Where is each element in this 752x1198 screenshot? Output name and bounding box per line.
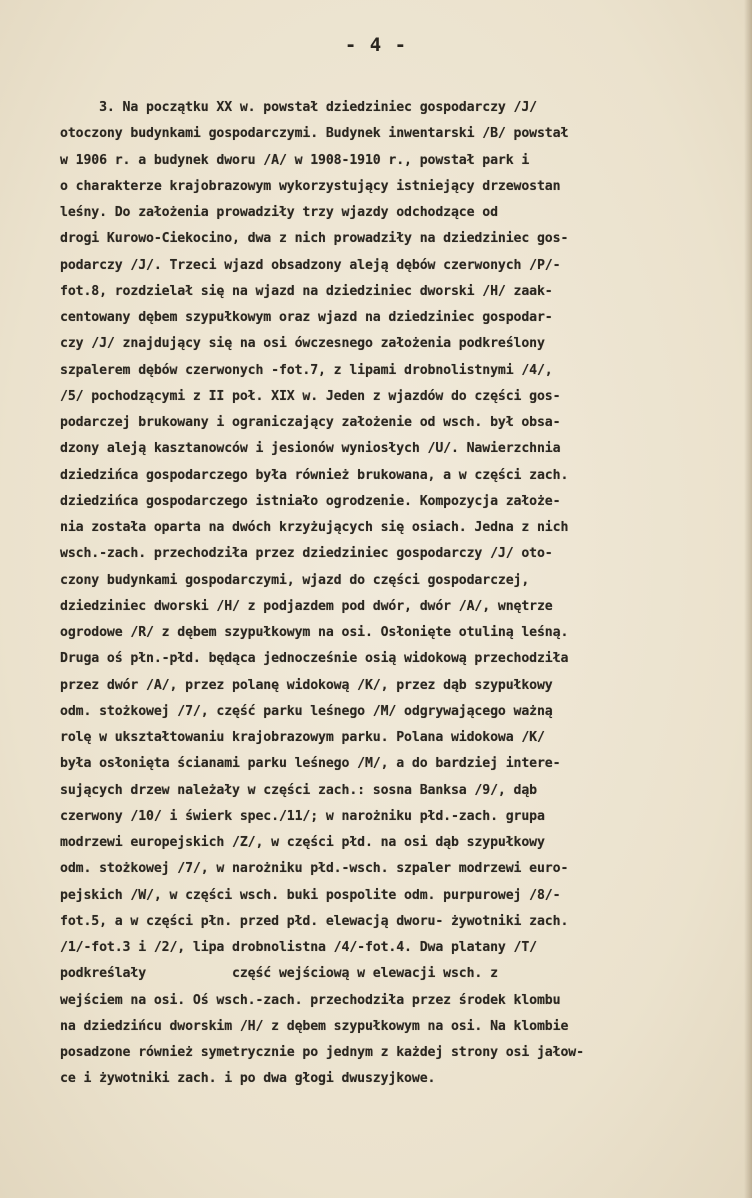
text-line: o charakterze krajobrazowym wykorzystujący istniejący drzewostan <box>60 178 561 194</box>
text-line: czony budynkami gospodarczymi, wjazd do części gospodarczej, <box>60 572 530 588</box>
text-line: była osłonięta ścianami parku leśnego /M/, a do bardziej intere- <box>60 756 561 772</box>
text-line: odm. stożkowej /7/, część parku leśnego /M/ odgrywającego ważną <box>60 703 553 719</box>
text-line: odm. stożkowej /7/, w narożniku płd.-wsch. szpaler modrzewi euro- <box>60 861 569 877</box>
text-line: posadzone również symetrycznie po jednym z każdej strony osi jałow- <box>60 1045 584 1060</box>
text-line: podarczej brukowany i ograniczający założenie od wsch. był obsa- <box>60 415 561 430</box>
text-line: wejściem na osi. Oś wsch.-zach. przechodziła przez środek klombu <box>60 992 561 1008</box>
text-line: modrzewi europejskich /Z/, w części płd. na osi dąb szypułkowy <box>60 835 545 850</box>
text-line: dziedzińca gospodarczego była również brukowana, a w części zach. <box>60 467 569 483</box>
text-line: dziedzińca gospodarczego istniało ogrodzenie. Kompozycja założe- <box>60 493 561 509</box>
text-line: Druga oś płn.-płd. będąca jednocześnie osią widokową przechodziła <box>60 651 569 667</box>
text-line: wsch.-zach. przechodziła przez dziedziniec gospodarczy /J/ oto- <box>60 546 553 562</box>
text-line: fot.5, a w części płn. przed płd. elewacją dworu- żywotniki zach. <box>60 913 569 929</box>
page-number: - 4 - <box>344 34 408 56</box>
text-line: drogi Kurowo-Ciekocino, dwa z nich prowadziły na dziedziniec gos- <box>60 231 569 247</box>
text-line: przez dwór /A/, przez polanę widokową /K/, przez dąb szypułkowy <box>60 677 553 693</box>
text-line: dzony aleją kasztanowców i jesionów wyniosłych /U/. Nawierzchnia <box>60 441 561 457</box>
text-line: rolę w ukształtowaniu krajobrazowym parku. Polana widokowa /K/ <box>60 730 545 745</box>
text-line: dziedziniec dworski /H/ z podjazdem pod dwór, dwór /A/, wnętrze <box>60 598 553 614</box>
text-line: pejskich /W/, w części wsch. buki pospolite odm. purpurowej /8/- <box>60 887 561 903</box>
text-line: otoczony budynkami gospodarczymi. Budynek inwentarski /B/ powstał <box>60 126 569 142</box>
text-line: centowany dębem szypułkowym oraz wjazd na dziedziniec gospodar- <box>60 310 553 325</box>
text-line: /1/-fot.3 i /2/, lipa drobnolistna /4/-fot.4. Dwa platany /T/ <box>60 940 537 955</box>
text-line: podarczy /J/. Trzeci wjazd obsadzony aleją dębów czerwonych /P/- <box>60 257 561 273</box>
text-line: czy /J/ znajdujący się na osi ówczesnego założenia podkreślony <box>60 336 545 352</box>
text-line: czerwony /10/ i świerk spec./11/; w narożniku płd.-zach. grupa <box>60 808 545 824</box>
text-line: na dziedzińcu dworskim /H/ z dębem szypułkowym na osi. Na klombie <box>60 1018 569 1034</box>
text-line: sujących drzew należały w części zach.: sosna Banksa /9/, dąb <box>60 782 537 798</box>
text-line: nia została oparta na dwóch krzyżujących się osiach. Jedna z nich <box>60 520 569 535</box>
text-line: leśny. Do założenia prowadziły trzy wjazdy odchodzące od <box>60 205 498 220</box>
typewritten-paragraph <box>60 95 750 1093</box>
text-line: podkreślały część wejściową w elewacji wsch. z <box>60 966 498 982</box>
text-line: fot.8, rozdzielał się na wjazd na dziedziniec dworski /H/ zaak- <box>60 283 553 299</box>
text-line: w 1906 r. a budynek dworu /A/ w 1908-1910 r., powstał park i <box>60 152 530 168</box>
text-line: /5/ pochodzącymi z II poł. XIX w. Jeden z wjazdów do części gos- <box>60 388 561 404</box>
text-line: 3. Na początku XX w. powstał dziedziniec gospodarczy /J/ <box>60 100 537 115</box>
text-line: ogrodowe /R/ z dębem szypułkowym na osi. Osłonięte otuliną leśną. <box>60 625 569 640</box>
text-line: szpalerem dębów czerwonych -fot.7, z lipami drobnolistnymi /4/, <box>60 362 553 378</box>
text-line: ce i żywotniki zach. i po dwa głogi dwuszyjkowe. <box>60 1071 436 1087</box>
